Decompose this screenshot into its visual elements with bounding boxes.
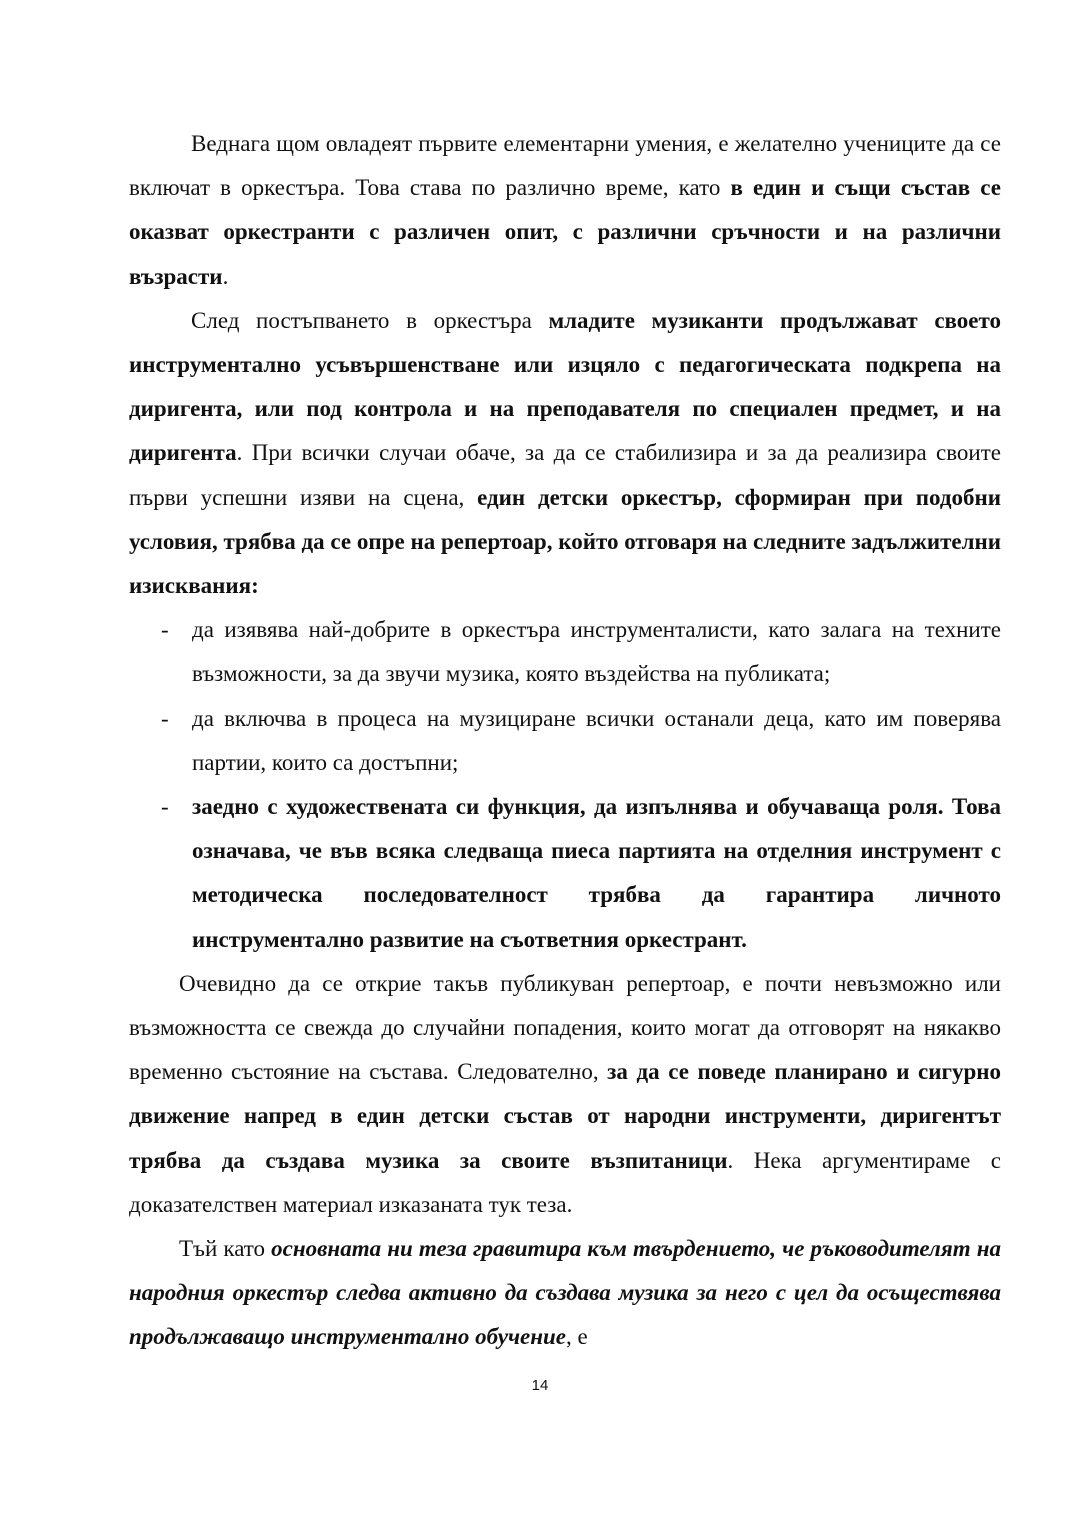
paragraph-1-text-2: . <box>222 263 229 289</box>
document-body <box>129 122 1001 1360</box>
paragraph-2-bold-1: младите музиканти продължават своето инструментално усъвършенстване или изцяло с педагогическата подкрепа на диригента, или под контрола и на преподавателя по специален предмет, и на диригента <box>129 307 1001 466</box>
page-number: 14 <box>531 1377 549 1394</box>
paragraph-3-text-2: . Нека аргументираме с доказателствен материал изказаната тук теза. <box>129 1147 1002 1217</box>
paragraph-4-text-1: Тъй като <box>179 1236 272 1262</box>
list-item-3-text: заедно с художествената си функция, да изпълнява и обучаваща роля. Това означава, че във всяка следваща пиеса партията на отделния инструмент с методическа последователност трябва да гарантира личното инструментално развитие на съответния оркестрант. <box>192 794 1001 952</box>
paragraph-3-bold-1: за да се поведе планирано и сигурно движение напред в един детски състав от народни инструменти, диригентът трябва да създава музика за своите възпитаници <box>129 1059 1002 1173</box>
requirements-list <box>129 608 1001 962</box>
paragraph-4 <box>129 1227 1001 1360</box>
list-item-1 <box>129 608 1001 696</box>
paragraph-3-text-1: Очевидно да се открие такъв публикуван репертоар, е почти невъзможно или възможността се свежда до случайни попадения, които могат да отговорят на някакво временно състояние на състава. Следователно, <box>129 970 1001 1085</box>
list-dash-1: - <box>161 617 169 643</box>
paragraph-3 <box>129 962 1001 1227</box>
list-item-2-text: да включва в процеса на музициране всички останали деца, като им поверява партии, които са достъпни; <box>192 705 1001 775</box>
paragraph-1 <box>129 122 1001 299</box>
paragraph-1-text-1: Веднага щом овладеят първите елементарни умения, е желателно учениците да се включат в оркестъра. Това става по различно време, като <box>129 131 1001 201</box>
list-dash-3: - <box>161 794 169 820</box>
paragraph-2 <box>129 299 1001 608</box>
list-dash-2: - <box>161 705 169 731</box>
list-item-1-text: да изявява най-добрите в оркестъра инструменталисти, като залага на техните възможности, за да звучи музика, която въздейства на публиката; <box>192 617 1001 687</box>
paragraph-4-text-2: , е <box>566 1324 588 1350</box>
paragraph-2-text-2: . При всички случаи обаче, за да се стабилизира и за да реализира своите първи успешни изяви на сцена, <box>129 440 1001 510</box>
paragraph-2-text-1: След постъпването в оркестъра <box>191 307 549 333</box>
list-item-2 <box>129 697 1001 785</box>
paragraph-1-bold-1: в един и същи състав се оказват оркестранти с различен опит, с различни сръчности и на различни възрасти <box>129 175 1001 289</box>
paragraph-2-bold-2: един детски оркестър, сформиран при подобни условия, трябва да се опре на репертоар, който отговаря на следните задължителни изисквания: <box>129 484 1002 599</box>
list-item-3 <box>129 785 1001 962</box>
paragraph-4-bold-italic-1: основната ни теза гравитира към твърдението, че ръководителят на народния оркестър следва активно да създава музика за него с цел да осъществява продължаващо инструментално обучение <box>129 1236 1001 1350</box>
